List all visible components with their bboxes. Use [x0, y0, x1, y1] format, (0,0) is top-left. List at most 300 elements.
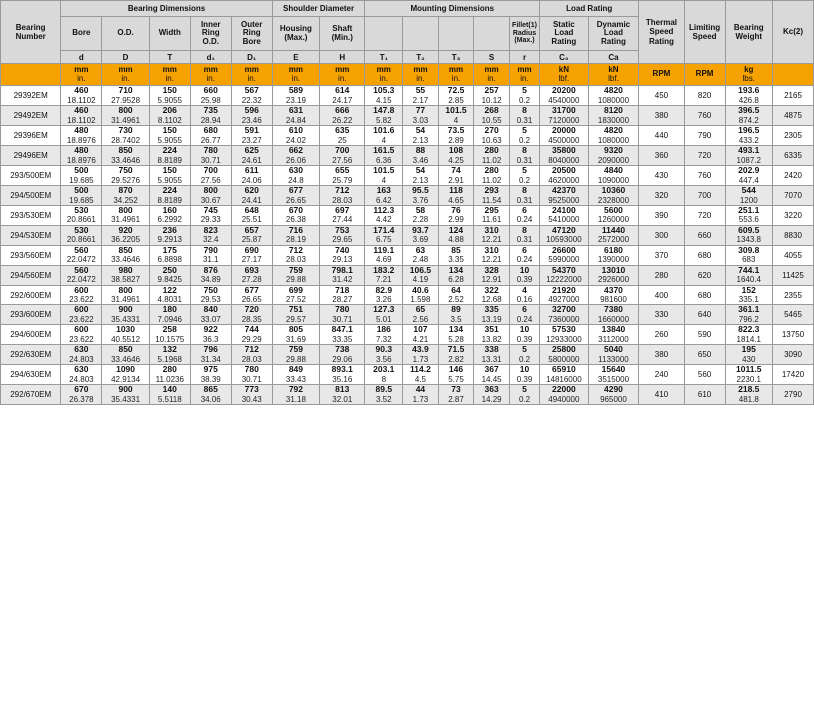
cell-width-secondary: 9.8425: [157, 275, 182, 285]
cell-fillet-radius-primary: 10: [519, 264, 530, 275]
cell-t3-secondary: 5.28: [448, 335, 464, 345]
units-mm: mm: [118, 64, 133, 74]
static-l1: Static: [552, 19, 575, 29]
cell-outer-diameter-primary: 800: [118, 284, 133, 295]
cell-bore-secondary: 18.8976: [66, 135, 96, 145]
cell-t1-primary: 171.4: [373, 224, 395, 235]
cell-bearing-weight: [725, 245, 772, 265]
table-row: [1, 285, 814, 305]
cell-limiting-speed: 820: [684, 86, 725, 106]
cell-t1: [365, 325, 403, 345]
cell-width-secondary: 5.5118: [157, 395, 182, 405]
units-limiting: RPM: [684, 64, 725, 86]
cell-bearing-weight: [725, 305, 772, 325]
cell-dynamic-load-rating-secondary: 965000: [600, 395, 627, 405]
cell-bore-primary: 460: [74, 85, 89, 95]
cell-bearing-weight-kg: 544: [741, 184, 756, 195]
cell-thermal-speed-rating: 320: [639, 185, 684, 205]
cell-fillet-radius: [509, 285, 539, 305]
cell-width-secondary: 11.0236: [155, 375, 184, 385]
cell-s: [474, 86, 510, 106]
cell-static-load-rating: [540, 125, 589, 145]
cell-outer-ring-bore-secondary: 24.61: [241, 155, 262, 165]
table-row: [1, 365, 814, 385]
units-mm: mm: [288, 64, 304, 74]
cell-outer-ring-bore-primary: 677: [244, 284, 259, 295]
cell-width: [149, 125, 190, 145]
header-thermal-speed-rating: [639, 1, 684, 64]
cell-outer-diameter-primary: 870: [118, 184, 133, 195]
cell-t3-primary: 64: [451, 284, 461, 295]
cell-width-primary: 150: [162, 124, 177, 135]
units-in: in.: [379, 73, 389, 83]
cell-outer-ring-bore-secondary: 25.87: [241, 235, 262, 245]
cell-t1-primary: 90.3: [375, 344, 393, 355]
cell-s-secondary: 11.02: [481, 155, 502, 165]
cell-limiting-speed: 650: [684, 345, 725, 365]
cell-shaft-min-primary: 753: [335, 224, 350, 235]
cell-bearing-number: 294/500EM: [1, 185, 61, 205]
cell-bearing-weight: [725, 205, 772, 225]
cell-t3: [438, 86, 474, 106]
cell-outer-diameter-primary: 900: [118, 384, 133, 395]
symbol-d1: d₁: [190, 51, 231, 64]
cell-kc: 13750: [772, 325, 813, 345]
cell-limiting-speed: 790: [684, 125, 725, 145]
cell-kc: 2420: [772, 165, 813, 185]
cell-t1: [365, 285, 403, 305]
table-row: [1, 305, 814, 325]
cell-dynamic-load-rating: [588, 285, 639, 305]
cell-static-load-rating: [540, 225, 589, 245]
cell-thermal-speed-rating: 280: [639, 265, 684, 285]
cell-dynamic-load-rating-secondary: 1080000: [597, 135, 630, 145]
cell-t1-secondary: 4: [381, 175, 387, 185]
units-mm: mm: [484, 64, 499, 74]
cell-inner-ring-od-primary: 680: [203, 124, 218, 135]
cell-bore-secondary: 23.622: [69, 295, 94, 305]
cell-dynamic-load-rating: [588, 185, 639, 205]
weight-l2: Weight: [735, 32, 763, 41]
units-mm: mm: [517, 64, 532, 74]
cell-t2-secondary: 2.17: [412, 95, 429, 105]
cell-t1-secondary: 5.01: [376, 315, 392, 325]
cell-inner-ring-od: [190, 345, 231, 365]
cell-dynamic-load-rating-secondary: 1660000: [597, 315, 630, 325]
cell-outer-ring-bore-secondary: 25.51: [241, 215, 262, 225]
cell-shaft-min-secondary: 32.01: [332, 395, 353, 405]
cell-t3: [438, 105, 474, 125]
cell-t2-secondary: 1.73: [412, 355, 429, 365]
cell-t2-secondary: 2.56: [412, 315, 429, 325]
header-shoulder-diameter: Shoulder Diameter: [272, 1, 365, 17]
header-static-load-rating: [540, 17, 589, 51]
cell-t3-secondary: 2.99: [448, 215, 464, 225]
cell-outer-diameter-primary: 980: [118, 264, 133, 275]
cell-outer-diameter-primary: 850: [118, 244, 133, 255]
cell-s-primary: 367: [484, 364, 499, 375]
cell-dynamic-load-rating-secondary: 981600: [600, 295, 627, 305]
cell-outer-ring-bore: [231, 285, 272, 305]
header-limiting-speed: [684, 1, 725, 64]
cell-s-secondary: 11.61: [481, 215, 502, 225]
units-T3: [438, 64, 474, 86]
cell-inner-ring-od-secondary: 26.77: [200, 135, 221, 145]
cell-outer-ring-bore-secondary: 30.43: [241, 395, 262, 405]
cell-kc: 5465: [772, 305, 813, 325]
cell-width-primary: 160: [162, 204, 177, 215]
cell-outer-ring-bore-primary: 591: [244, 124, 259, 135]
cell-t2-primary: 54: [415, 164, 426, 175]
cell-bore: [61, 305, 102, 325]
cell-outer-diameter-primary: 800: [118, 204, 133, 215]
cell-outer-diameter: [102, 265, 149, 285]
cell-fillet-radius-primary: 6: [522, 304, 527, 315]
thermal-l3: Rating: [648, 36, 674, 46]
cell-bore-primary: 500: [74, 164, 89, 175]
header-s-blank: [474, 17, 510, 51]
cell-t1-primary: 105.3: [373, 85, 395, 95]
units-in: in.: [451, 73, 461, 83]
units-in: in.: [338, 73, 347, 83]
cell-static-load-rating: [540, 265, 589, 285]
header-kc: Kc(2): [772, 1, 813, 64]
units-in: in.: [121, 73, 130, 83]
outer-ring-l3: Bore: [242, 36, 261, 46]
cell-bore: [61, 245, 102, 265]
cell-bearing-weight-lbs: 1087.2: [736, 155, 761, 165]
cell-inner-ring-od-primary: 800: [203, 184, 218, 195]
cell-width-secondary: 5.9055: [157, 95, 182, 105]
cell-dynamic-load-rating-primary: 6180: [604, 244, 623, 255]
cell-housing-max-secondary: 24.84: [285, 115, 306, 125]
cell-width-secondary: 6.8898: [157, 255, 182, 265]
cell-width: [149, 305, 190, 325]
table-row: [1, 245, 814, 265]
cell-width-secondary: 9.2913: [157, 235, 182, 245]
cell-t1: [365, 86, 403, 106]
units-E: [272, 64, 319, 86]
cell-t2: [403, 86, 439, 106]
units-weight: [725, 64, 772, 86]
cell-outer-ring-bore-primary: 773: [244, 384, 259, 395]
cell-t3-secondary: 2.82: [448, 355, 464, 365]
cell-thermal-speed-rating: 380: [639, 345, 684, 365]
cell-s-primary: 363: [484, 384, 499, 395]
cell-limiting-speed: 760: [684, 105, 725, 125]
symbol-C0: C₀: [540, 51, 589, 64]
cell-t2-primary: 106.5: [409, 264, 432, 275]
cell-thermal-speed-rating: 430: [639, 165, 684, 185]
cell-housing-max-secondary: 24.02: [285, 135, 306, 145]
cell-dynamic-load-rating: [588, 385, 639, 405]
cell-housing-max-primary: 610: [288, 124, 303, 135]
cell-s: [474, 205, 510, 225]
cell-static-load-rating-secondary: 7360000: [548, 315, 580, 325]
cell-bore: [61, 365, 102, 385]
cell-static-load-rating-secondary: 12933000: [546, 335, 582, 345]
cell-bearing-weight: [725, 265, 772, 285]
cell-fillet-radius-secondary: 0.31: [516, 155, 533, 165]
cell-t2: [403, 245, 439, 265]
cell-t2-secondary: 1.73: [412, 395, 429, 405]
cell-static-load-rating: [540, 185, 589, 205]
cell-static-load-rating-primary: 20000: [552, 124, 576, 135]
cell-limiting-speed: 680: [684, 285, 725, 305]
cell-outer-ring-bore-primary: 780: [244, 364, 259, 375]
cell-dynamic-load-rating-primary: 4290: [604, 384, 623, 395]
cell-bearing-number: 293/500EM: [1, 165, 61, 185]
cell-dynamic-load-rating-secondary: 1090000: [597, 175, 630, 185]
cell-housing-max: [272, 225, 319, 245]
cell-inner-ring-od: [190, 245, 231, 265]
cell-thermal-speed-rating: 450: [639, 86, 684, 106]
cell-housing-max-secondary: 26.06: [285, 155, 306, 165]
cell-static-load-rating-primary: 26600: [552, 244, 576, 255]
cell-static-load-rating-primary: 20200: [552, 85, 576, 95]
cell-fillet-radius: [509, 86, 539, 106]
header-t2-blank: [403, 17, 439, 51]
cell-bearing-weight: [725, 345, 772, 365]
cell-inner-ring-od-primary: 700: [203, 164, 218, 175]
cell-shaft-min-secondary: 35.16: [332, 375, 353, 385]
cell-outer-diameter-primary: 750: [118, 164, 133, 175]
cell-t2: [403, 105, 439, 125]
cell-t2: [403, 305, 439, 325]
table-body: [1, 86, 814, 405]
cell-bearing-weight: [725, 86, 772, 106]
cell-dynamic-load-rating-secondary: 2926000: [597, 275, 630, 285]
cell-bearing-number: 292/670EM: [1, 385, 61, 405]
cell-outer-ring-bore: [231, 365, 272, 385]
cell-outer-diameter-primary: 920: [118, 224, 133, 235]
cell-outer-diameter-secondary: 42.9134: [111, 375, 141, 385]
cell-fillet-radius: [509, 265, 539, 285]
cell-thermal-speed-rating: 410: [639, 385, 684, 405]
cell-shaft-min: [320, 265, 365, 285]
cell-t3-primary: 134: [448, 264, 464, 275]
cell-outer-diameter-primary: 800: [118, 104, 133, 115]
cell-width-primary: 250: [162, 264, 177, 275]
cell-bore-primary: 600: [74, 304, 89, 315]
cell-bearing-number: 293/600EM: [1, 305, 61, 325]
cell-shaft-min-primary: 614: [335, 85, 350, 95]
cell-s: [474, 285, 510, 305]
cell-outer-diameter-secondary: 35.4331: [111, 395, 141, 405]
cell-housing-max: [272, 105, 319, 125]
cell-housing-max: [272, 325, 319, 345]
units-lbs: lbs.: [742, 73, 755, 83]
cell-shaft-min-secondary: 28.03: [332, 195, 353, 205]
cell-outer-diameter: [102, 285, 149, 305]
cell-t3-primary: 71.5: [447, 344, 465, 355]
cell-fillet-radius-primary: 5: [522, 164, 527, 175]
cell-s-primary: 310: [484, 224, 499, 235]
cell-thermal-speed-rating: 380: [639, 105, 684, 125]
cell-fillet-radius-secondary: 0.2: [518, 175, 531, 185]
cell-s: [474, 305, 510, 325]
cell-fillet-radius: [509, 105, 539, 125]
cell-bore: [61, 105, 102, 125]
cell-dynamic-load-rating-primary: 13840: [601, 324, 626, 335]
cell-static-load-rating-secondary: 4940000: [548, 395, 580, 405]
cell-bore: [61, 225, 102, 245]
housing-l2: (Max.): [284, 32, 308, 42]
cell-t1-primary: 186: [376, 324, 391, 335]
cell-kc: 2790: [772, 385, 813, 405]
cell-static-load-rating: [540, 145, 589, 165]
cell-thermal-speed-rating: 330: [639, 305, 684, 325]
cell-fillet-radius-secondary: 0.24: [516, 215, 533, 225]
cell-width-secondary: 6.2992: [157, 215, 182, 225]
cell-t2: [403, 265, 439, 285]
cell-thermal-speed-rating: 440: [639, 125, 684, 145]
cell-fillet-radius-secondary: 0.24: [516, 315, 533, 325]
cell-width: [149, 285, 190, 305]
cell-t1: [365, 265, 403, 285]
cell-shaft-min-secondary: 33.35: [332, 335, 353, 345]
header-bearing-number-line1: Bearing: [15, 22, 46, 32]
cell-static-load-rating-primary: 24100: [552, 204, 576, 215]
cell-outer-diameter-secondary: 33.4646: [111, 155, 141, 165]
cell-outer-ring-bore-primary: 720: [244, 304, 259, 315]
cell-bearing-weight-lbs: 553.6: [738, 215, 759, 225]
cell-t3-secondary: 3.35: [448, 255, 464, 265]
cell-outer-diameter-primary: 900: [118, 304, 133, 315]
cell-t2-secondary: 3.03: [412, 115, 429, 125]
fillet-l1: Fillet(1): [512, 22, 537, 30]
header-inner-ring-od: [190, 17, 231, 51]
cell-fillet-radius: [509, 365, 539, 385]
cell-kc: 8830: [772, 225, 813, 245]
header-group-row: [1, 1, 814, 17]
thermal-l1: Thermal: [645, 18, 677, 28]
cell-width-secondary: 8.8189: [157, 195, 182, 205]
cell-outer-diameter-secondary: 31.4961: [111, 115, 141, 125]
table-header: [1, 1, 814, 86]
cell-t2-primary: 93.7: [412, 224, 429, 235]
cell-inner-ring-od: [190, 165, 231, 185]
cell-s-primary: 351: [484, 324, 499, 335]
cell-fillet-radius: [509, 185, 539, 205]
cell-housing-max: [272, 165, 319, 185]
fillet-l3: (Max.): [514, 37, 535, 45]
cell-bore-primary: 530: [74, 204, 89, 215]
units-T1: [365, 64, 403, 86]
cell-outer-ring-bore-primary: 657: [244, 224, 259, 235]
cell-outer-ring-bore-secondary: 28.03: [241, 355, 262, 365]
cell-fillet-radius-primary: 10: [519, 364, 530, 375]
cell-s: [474, 165, 510, 185]
cell-t3-secondary: 2.87: [448, 395, 464, 405]
cell-t3: [438, 225, 474, 245]
cell-bore-primary: 480: [74, 144, 89, 155]
units-D1: [231, 64, 272, 86]
shaft-l1: Shaft: [332, 24, 353, 34]
cell-bearing-weight: [725, 165, 772, 185]
cell-bearing-weight-lbs: 2230.1: [736, 375, 761, 385]
symbol-H: H: [320, 51, 365, 64]
header-bore: Bore: [61, 17, 102, 51]
cell-t1-secondary: 4.15: [376, 95, 392, 105]
cell-t3: [438, 345, 474, 365]
units-Ca: [588, 64, 639, 86]
cell-fillet-radius-secondary: 0.2: [518, 355, 531, 365]
cell-static-load-rating: [540, 165, 589, 185]
units-D: [102, 64, 149, 86]
cell-static-load-rating: [540, 305, 589, 325]
cell-t2-primary: 88: [415, 144, 426, 155]
cell-static-load-rating: [540, 285, 589, 305]
static-l3: Rating: [551, 36, 577, 46]
cell-shaft-min-primary: 780: [335, 304, 350, 315]
header-dynamic-load-rating: [588, 17, 639, 51]
cell-static-load-rating: [540, 245, 589, 265]
cell-kc: 2355: [772, 285, 813, 305]
cell-outer-diameter: [102, 185, 149, 205]
cell-t2-primary: 43.9: [412, 344, 429, 355]
cell-s-secondary: 14.45: [481, 375, 502, 385]
cell-fillet-radius: [509, 145, 539, 165]
cell-t2-primary: 63: [415, 244, 426, 255]
cell-outer-ring-bore-primary: 611: [244, 164, 259, 175]
symbol-T3: T₃: [438, 51, 474, 64]
cell-shaft-min-primary: 666: [335, 104, 350, 115]
cell-dynamic-load-rating: [588, 225, 639, 245]
cell-fillet-radius-secondary: 0.2: [518, 135, 531, 145]
cell-inner-ring-od-secondary: 31.34: [200, 355, 221, 365]
cell-outer-ring-bore-secondary: 26.65: [241, 295, 262, 305]
cell-width: [149, 185, 190, 205]
cell-fillet-radius-primary: 6: [522, 244, 527, 255]
cell-s: [474, 325, 510, 345]
cell-static-load-rating-primary: 21920: [552, 284, 576, 295]
cell-inner-ring-od-secondary: 32.4: [202, 235, 219, 245]
cell-outer-diameter-secondary: 31.4961: [111, 295, 141, 305]
cell-shaft-min-secondary: 29.65: [332, 235, 353, 245]
cell-kc: 3220: [772, 205, 813, 225]
cell-bearing-number: 294/530EM: [1, 225, 61, 245]
cell-bearing-weight-lbs: 1640.4: [736, 275, 761, 285]
cell-housing-max: [272, 185, 319, 205]
units-mm: mm: [74, 64, 89, 74]
cell-inner-ring-od: [190, 125, 231, 145]
cell-s-primary: 338: [484, 344, 499, 355]
cell-fillet-radius: [509, 305, 539, 325]
cell-outer-diameter: [102, 345, 149, 365]
symbol-S: S: [474, 51, 510, 64]
cell-housing-max-primary: 662: [288, 144, 303, 155]
cell-inner-ring-od: [190, 365, 231, 385]
cell-t3: [438, 385, 474, 405]
table-row: [1, 345, 814, 365]
cell-width-primary: 175: [162, 244, 177, 255]
cell-outer-diameter-secondary: 28.7402: [111, 135, 141, 145]
cell-bearing-weight: [725, 225, 772, 245]
cell-t1-primary: 101.5: [373, 164, 395, 175]
cell-bearing-weight: [725, 185, 772, 205]
cell-fillet-radius-secondary: 0.24: [516, 255, 533, 265]
units-C0: [540, 64, 589, 86]
cell-inner-ring-od: [190, 86, 231, 106]
cell-outer-diameter-secondary: 40.5512: [111, 335, 141, 345]
cell-inner-ring-od-secondary: 29.53: [200, 295, 221, 305]
cell-outer-diameter: [102, 365, 149, 385]
cell-fillet-radius-primary: 5: [522, 384, 527, 395]
cell-bore-secondary: 18.8976: [66, 155, 96, 165]
cell-outer-ring-bore: [231, 205, 272, 225]
dynamic-l3: Rating: [601, 36, 626, 46]
